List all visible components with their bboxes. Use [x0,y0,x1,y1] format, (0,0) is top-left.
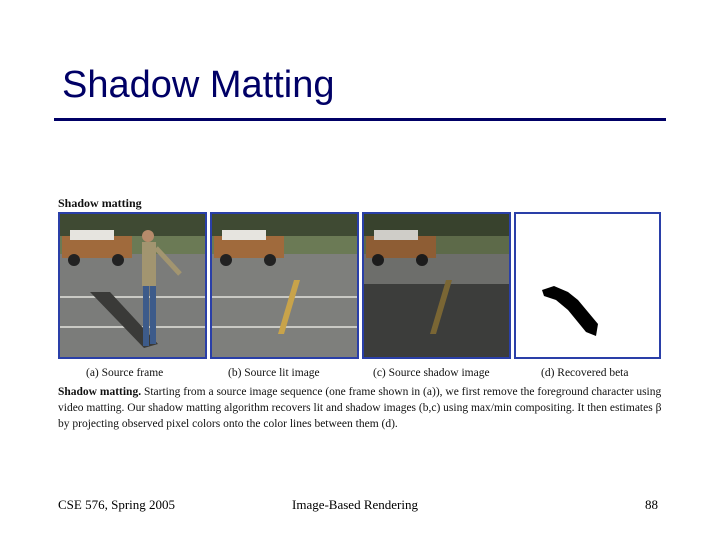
title-underline [54,118,666,121]
caption-d: (d) Recovered beta [541,367,629,379]
slide-title: Shadow Matting [62,64,335,106]
panel-source-shadow-image [362,212,511,359]
panel-source-lit-image [210,212,359,359]
footer-course: CSE 576, Spring 2005 [58,497,176,512]
panel-source-frame [58,212,207,359]
figure-description [58,384,664,432]
footer-page-number: 88 [645,497,658,512]
caption-b: (b) Source lit image [228,367,320,379]
figure-description-text: Starting from a source image sequence (one frame shown in (a)), we first remove the foreground character using video matting. Our shadow matting algorithm recovers lit and shadow images (b,c) using max/min compositing. It then estimates β by projecting observed pixel colors onto the color lines between them (d). [58,386,662,430]
caption-c: (c) Source shadow image [373,367,490,379]
footer-topic: Image-Based Rendering [292,497,418,512]
figure-description-lead: Shadow matting. [58,386,142,398]
caption-a: (a) Source frame [86,367,164,379]
panel-recovered-beta [514,212,661,359]
figure-heading: Shadow matting [58,196,142,210]
